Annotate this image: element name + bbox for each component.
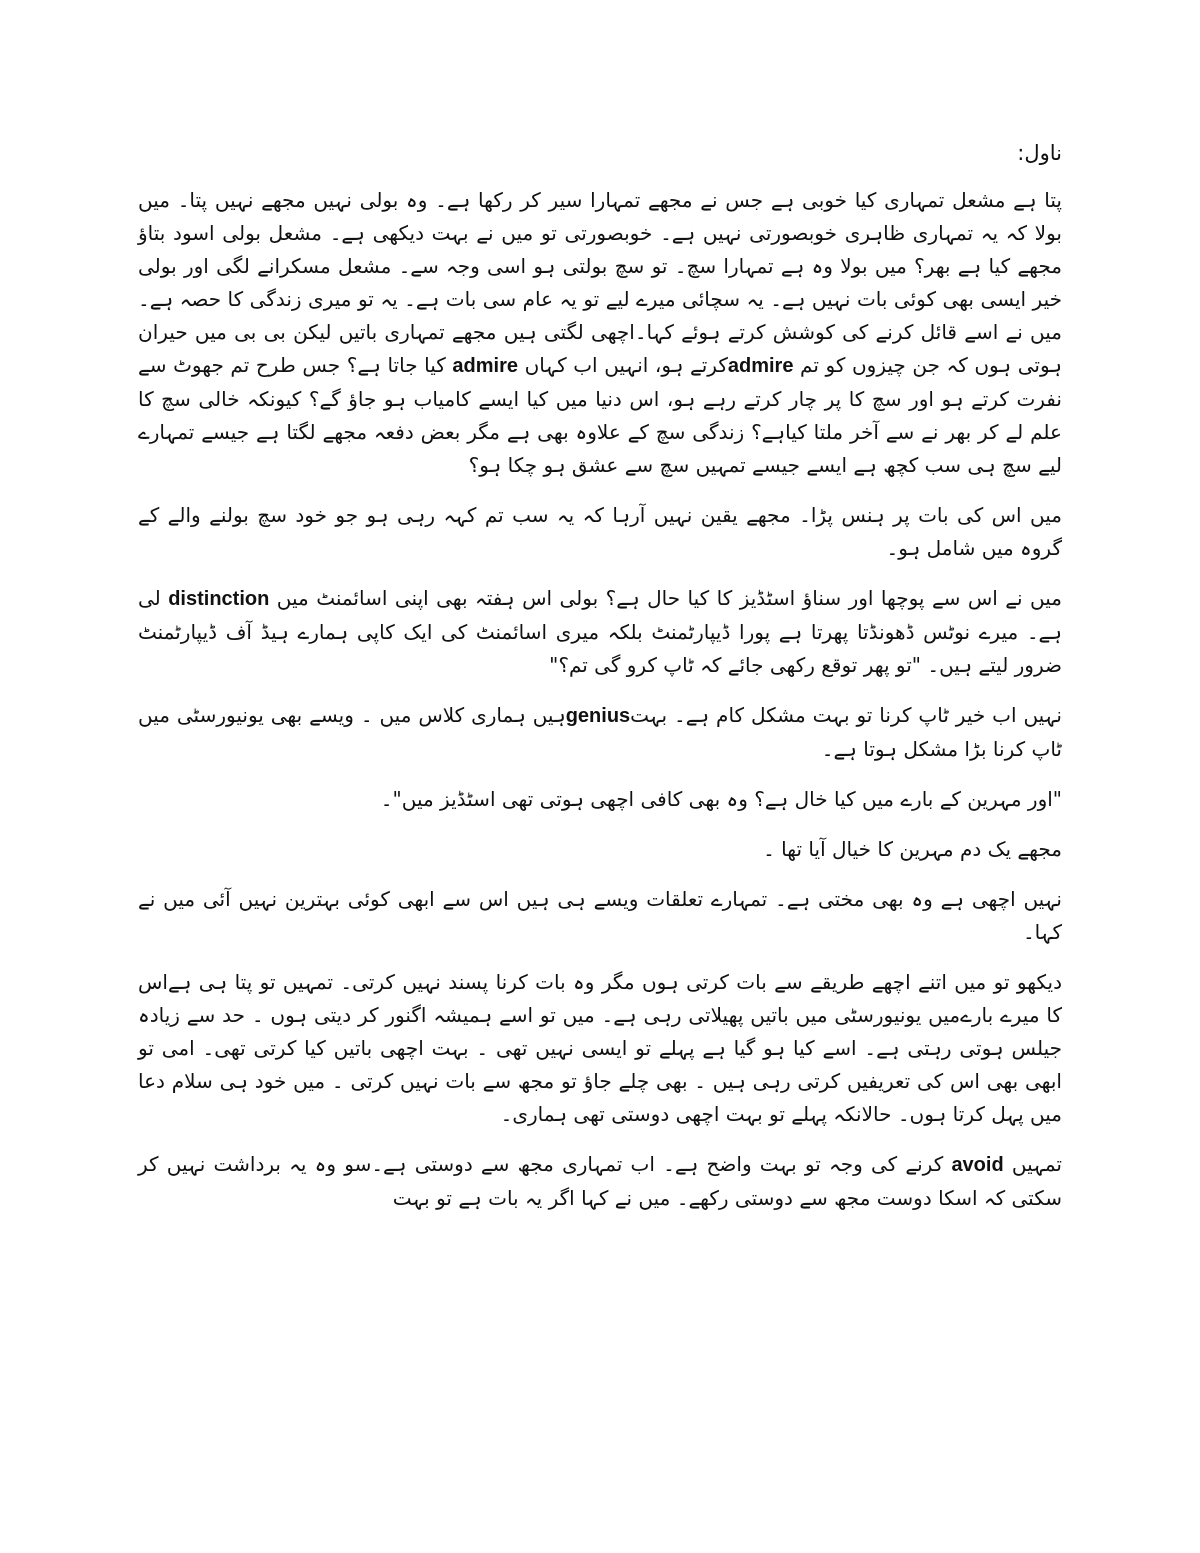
paragraph-4: نہیں اب خیر ٹاپ کرنا تو بہت مشکل کام ہے۔ بہتgeniusہیں ہماری کلاس میں ۔ ویسے بھی یونیورسٹی میں ٹاپ کرنا بڑا مشکل ہوتا ہے۔ <box>138 703 1062 761</box>
latin-word: admire <box>727 355 794 377</box>
paragraph-1: پتا ہے مشعل تمہاری کیا خوبی ہے جس نے مجھے تمہارا سیر کر رکھا ہے۔ وہ بولی نہیں مجھے نہیں پتا۔ میں بولا کہ یہ تمہاری ظاہری خوبصورتی نہیں ہے۔ خوبصورتی تو میں نے بہت دیکھی ہے۔ مشعل بولی اسود بتاؤ مجھے کیا ہے بھر؟ میں بولا وہ ہے تمہارا سچ۔ تو سچ بولتی ہو اسی وجہ سے۔ مشعل مسکرانے لگی اور بولی خیر ایسی بھی کوئی بات نہیں ہے۔ یہ سچائی میرے لیے تو یہ عام سی بات ہے۔ یہ تو میری زندگی کا حصہ ہے۔ میں نے اسے قائل کرنے کی کوشش کرتے ہوئے کہا۔اچھی لگتی ہیں مجھے تمہاری باتیں لیکن بی بی میں حیران ہوتی ہوں کہ جن چیزوں کو تم admireکرتے ہو، انہیں اب کہاں admire کیا جاتا ہے؟ جس طرح تم جھوٹ سے نفرت کرتے ہو اور سچ کا پر چار کرتے رہے ہو، اس دنیا میں کیا ایسے کامیاب ہو جاؤ گے؟ کیونکہ خالی سچ کا علم لے کر بھر نے سے آخر ملتا کیاہے؟ زندگی سچ کے علاوہ بھی ہے مگر بعض دفعہ مجھے لگتا ہے جیسے تمہارے لیے سچ ہی سب کچھ ہے ایسے جیسے تمہیں سچ سے عشق ہو چکا ہو؟ <box>138 188 1062 477</box>
latin-word: admire <box>452 355 519 377</box>
latin-word: distinction <box>168 588 270 610</box>
paragraph-7: نہیں اچھی ہے وہ بھی مختی ہے۔ تمہارے تعلقات ویسے ہی ہیں اس سے ابھی کوئی بہترین نہیں آئی میں نے کہا۔ <box>138 887 1062 944</box>
paragraph-2: میں اس کی بات پر ہنس پڑا۔ مجھے یقین نہیں آرہا کہ یہ سب تم کہہ رہی ہو جو خود سچ بولنے والے کے گروہ میں شامل ہو۔ <box>138 503 1063 560</box>
paragraph-6: مجھے یک دم مہرین کا خیال آیا تھا ۔ <box>763 837 1062 861</box>
latin-word: avoid <box>951 1154 1004 1176</box>
document-heading: ناول: <box>1017 141 1062 165</box>
paragraph-3: میں نے اس سے پوچھا اور سناؤ اسٹڈیز کا کیا حال ہے؟ بولی اس ہفتہ بھی اپنی اسائمنٹ میں distinction لی ہے۔ میرے نوٹس ڈھونڈتا پھرتا ہے پورا ڈیپارٹمنٹ بلکہ میری اسائمنٹ کی ایک کاپی ہمارے ہیڈ آف ڈیپارٹمنٹ ضرور لیتے ہیں۔ "تو پھر توقع رکھی جائے کہ ٹاپ کرو گی تم؟" <box>138 586 1062 677</box>
paragraph-5: "اور مہرین کے بارے میں کیا خال ہے؟ وہ بھی کافی اچھی ہوتی تھی اسٹڈیز میں"۔ <box>380 787 1062 811</box>
latin-word: genius <box>565 705 631 727</box>
document-page <box>138 138 1062 1232</box>
paragraph-9: تمہیں avoid کرنے کی وجہ تو بہت واضح ہے۔ اب تمہاری مجھ سے دوستی ہے۔سو وہ یہ برداشت نہیں کر سکتی کہ اسکا دوست مجھ سے دوستی رکھے۔ میں نے کہا اگر یہ بات ہے تو بہت <box>138 1152 1063 1210</box>
paragraph-8: دیکھو تو میں اتنے اچھے طریقے سے بات کرتی ہوں مگر وہ بات کرنا پسند نہیں کرتی۔ تمہیں تو پتا ہی ہےاس کا میرے بارےمیں یونیورسٹی میں باتیں پھیلاتی رہی ہے۔ میں تو اسے ہمیشہ اگنور کر دیتی ہوں ۔ حد سے زیادہ جیلس ہوتی رہتی ہے۔ اسے کیا ہو گیا ہے پہلے تو ایسی نہیں تھی ۔ بہت اچھی باتیں کیا کرتی تھی۔ امی تو ابھی بھی اس کی تعریفیں کرتی رہی ہیں ۔ بھی چلے جاؤ تو مجھ سے بات نہیں کرتی ۔ میں خود ہی سلام دعا میں پہل کرتا ہوں۔ حالانکہ پہلے تو بہت اچھی دوستی تھی ہماری۔ <box>138 970 1062 1126</box>
